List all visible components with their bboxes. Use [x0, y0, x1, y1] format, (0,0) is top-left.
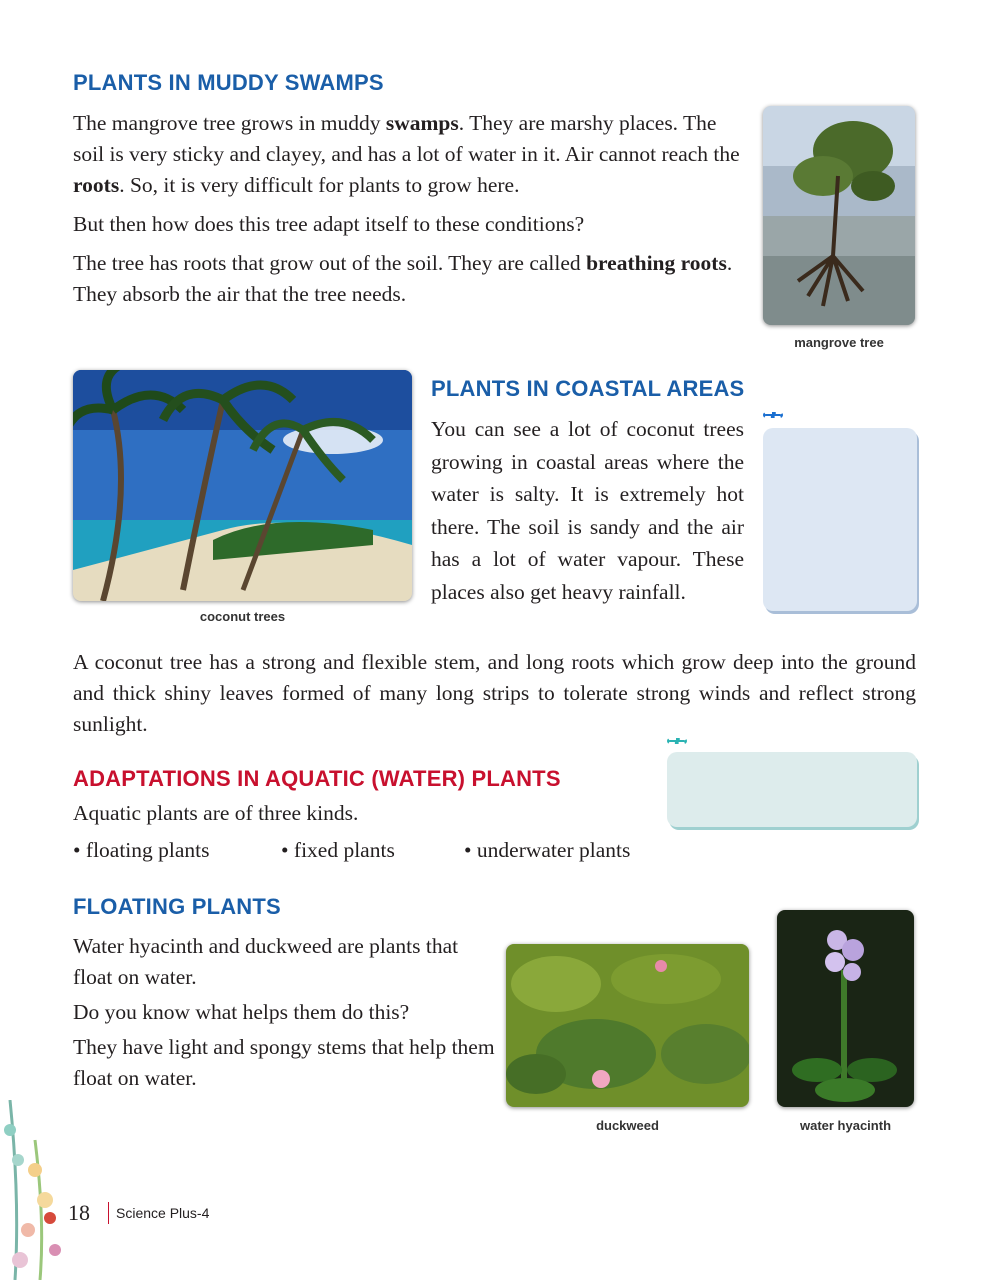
floating-paragraph-2: Do you know what helps them do this? — [73, 1000, 410, 1024]
floating-paragraph-3: They have light and spongy stems that help them float on water. — [73, 1035, 495, 1090]
heading-muddy-swamps: PLANTS IN MUDDY SWAMPS — [73, 70, 384, 95]
bullet-floating: • floating plants — [73, 838, 210, 862]
coconut-trees-image — [73, 370, 412, 601]
coastal-paragraph-1: You can see a lot of coconut trees growing in coastal areas where the water is salty. It is extremely hot there. The soil is sandy and the air has a lot of water vapour. These places also get heavy rainfall. — [431, 417, 744, 604]
aquatic-bullet-list — [73, 838, 693, 870]
bullet-fixed: • fixed plants — [281, 838, 395, 862]
duckweed-image — [506, 944, 749, 1107]
footer-divider — [108, 1202, 109, 1224]
swamps-paragraph-2: But then how does this tree adapt itself to these conditions? — [73, 212, 585, 236]
water-hyacinth-image — [777, 910, 914, 1107]
page-number: 18 — [68, 1200, 90, 1225]
checkpoint-box — [667, 752, 917, 827]
did-you-know-box — [763, 428, 917, 611]
swamps-text — [73, 108, 745, 310]
water-hyacinth-caption: water hyacinth — [799, 1118, 892, 1133]
heading-coastal-areas: PLANTS IN COASTAL AREAS — [431, 376, 745, 401]
coconut-caption: coconut trees — [199, 609, 286, 624]
mangrove-caption: mangrove tree — [794, 335, 884, 350]
mangrove-tree-image — [763, 106, 915, 325]
coastal-paragraph-2: A coconut tree has a strong and flexible stem, and long roots which grow deep into the ground and thick shiny leaves formed of many long strips to tolerate strong winds and reflect strong sunlight. — [73, 650, 916, 736]
floating-text — [73, 931, 498, 1094]
checkpoint-tag — [667, 738, 687, 744]
floral-decoration-icon — [0, 1100, 70, 1280]
swamps-paragraph-3: The tree has roots that grow out of the soil. They are called breathing roots. They absorb the air that the tree needs. — [73, 251, 733, 306]
aquatic-intro: Aquatic plants are of three kinds. — [73, 801, 359, 825]
book-title: Science Plus-4 — [116, 1205, 210, 1221]
heading-floating-plants: FLOATING PLANTS — [73, 894, 281, 919]
floral-decoration — [0, 1100, 70, 1280]
heading-aquatic-plants: ADAPTATIONS IN AQUATIC (WATER) PLANTS — [73, 766, 561, 791]
floating-paragraph-1: Water hyacinth and duckweed are plants that float on water. — [73, 934, 459, 989]
swamps-paragraph-1: The mangrove tree grows in muddy swamps. They are marshy places. The soil is very sticky and clayey, and has a lot of water in it. Air cannot reach the roots. So, it is very difficult for plants to grow here. — [73, 111, 740, 197]
duckweed-caption: duckweed — [596, 1118, 659, 1133]
bullet-underwater: • underwater plants — [464, 838, 631, 862]
did-you-know-tag — [763, 412, 783, 418]
